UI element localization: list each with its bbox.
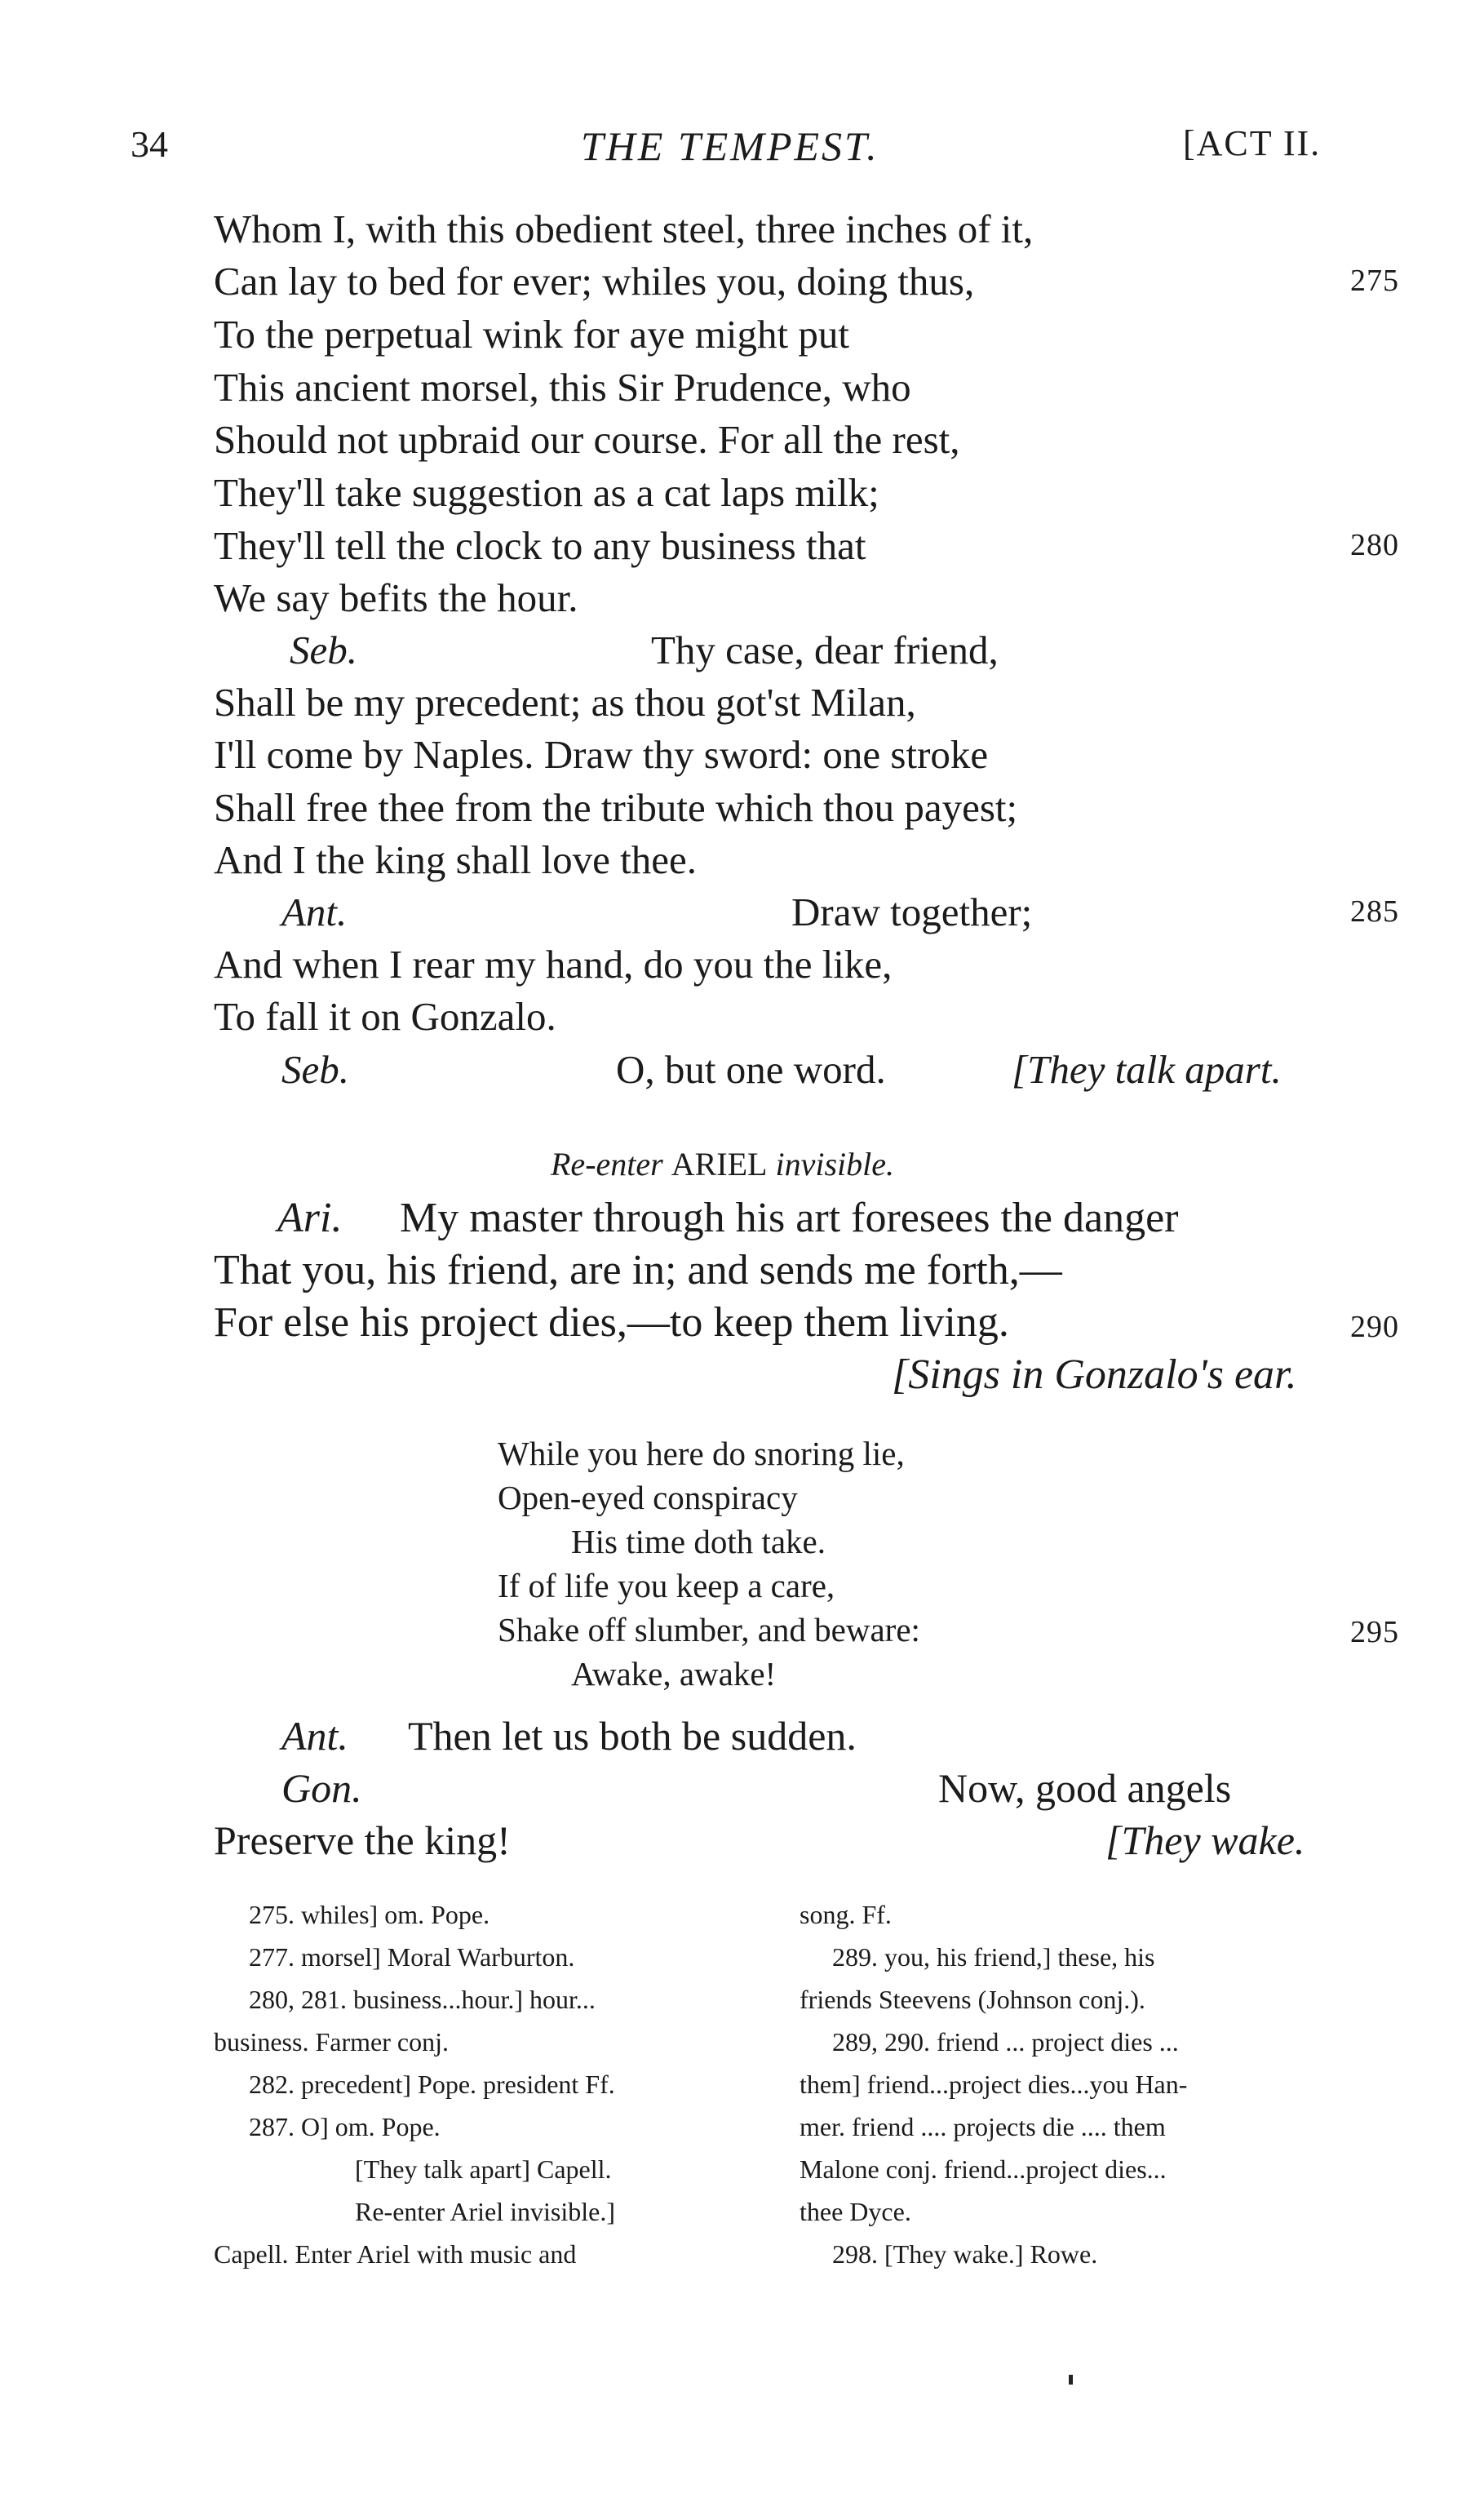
reenter-suffix: invisible.: [775, 1146, 894, 1182]
verse-line: Now, good angels: [938, 1765, 1232, 1811]
footnote-line: song. Ff.: [800, 1900, 892, 1929]
speaker-name: Seb.: [281, 1047, 349, 1092]
verse-line: Should not upbraid our course. For all the rest,: [214, 417, 960, 462]
verse-line: O, but one word.: [616, 1047, 886, 1092]
song-line: If of life you keep a care,: [498, 1567, 835, 1604]
verse-line: Whom I, with this obedient steel, three inches of it,: [214, 206, 1034, 251]
line-number: 275: [1350, 264, 1399, 298]
footnote-line: thee Dyce.: [800, 2197, 911, 2226]
verse-line: They'll tell the clock to any business that: [214, 523, 866, 568]
speaker-name: Gon.: [281, 1765, 362, 1811]
verse-line: Can lay to bed for ever; whiles you, doing thus,: [214, 259, 975, 304]
footnote-line: friends Steevens (Johnson conj.).: [800, 1985, 1145, 2014]
verse-line: They'll take suggestion as a cat laps milk;: [214, 470, 879, 515]
verse-line: This ancient morsel, this Sir Prudence, who: [214, 365, 911, 410]
verse-line: To fall it on Gonzalo.: [214, 994, 556, 1039]
speaker-name: Seb.: [290, 628, 357, 672]
footnote-line: Re-enter Ariel invisible.]: [355, 2197, 616, 2226]
printer-mark: [1069, 2375, 1073, 2385]
footnote-line: 277. morsel] Moral Warburton.: [249, 1942, 575, 1972]
footnote-line: 289. you, his friend,] these, his: [832, 1942, 1155, 1972]
footnote-line: Malone conj. friend...project dies...: [800, 2154, 1167, 2184]
stage-direction: [They talk apart.: [1012, 1047, 1282, 1092]
footnote-line: Capell. Enter Ariel with music and: [214, 2239, 577, 2269]
verse-line: Shall be my precedent; as thou got'st Milan,: [214, 680, 916, 725]
speaker-name: Ant.: [281, 1713, 348, 1759]
act-marker: [ACT II.: [1183, 123, 1322, 163]
verse-line: Shall free thee from the tribute which thou payest;: [214, 785, 1018, 830]
line-number: 295: [1350, 1615, 1399, 1649]
line-number: 285: [1350, 894, 1399, 929]
verse-line: My master through his art foresees the danger: [400, 1195, 1179, 1241]
verse-line: Thy case, dear friend,: [651, 628, 999, 672]
reenter-prefix: Re-enter: [551, 1146, 663, 1182]
verse-line: Preserve the king!: [214, 1817, 511, 1863]
page-number: 34: [131, 123, 168, 165]
stage-direction: [Sings in Gonzalo's ear.: [892, 1351, 1297, 1398]
footnote-line: [They talk apart] Capell.: [355, 2154, 612, 2184]
song-line: Awake, awake!: [571, 1655, 777, 1693]
footnote-line: 275. whiles] om. Pope.: [249, 1900, 490, 1929]
song-line: While you here do snoring lie,: [498, 1435, 905, 1472]
song-line: Open-eyed conspiracy: [498, 1479, 798, 1516]
character-name: ARIEL: [671, 1146, 768, 1182]
verse-line: That you, his friend, are in; and sends me forth,—: [214, 1247, 1062, 1293]
footnote-line: 287. O] om. Pope.: [249, 2112, 441, 2141]
speaker-name: Ari.: [277, 1195, 343, 1241]
speaker-name: Ant.: [281, 890, 348, 934]
verse-line: Draw together;: [791, 890, 1033, 934]
footnote-line: mer. friend .... projects die .... them: [800, 2112, 1166, 2141]
footnote-line: 298. [They wake.] Rowe.: [832, 2239, 1098, 2269]
line-number: 290: [1350, 1310, 1399, 1344]
verse-line: To the perpetual wink for aye might put: [214, 312, 849, 357]
footnote-line: business. Farmer conj.: [214, 2027, 449, 2057]
song-line: His time doth take.: [571, 1523, 826, 1560]
verse-line: Then let us both be sudden.: [408, 1713, 857, 1759]
verse-line: We say befits the hour.: [214, 575, 578, 620]
footnote-line: 289, 290. friend ... project dies ...: [832, 2027, 1179, 2057]
verse-line: And I the king shall love thee.: [214, 837, 697, 882]
verse-line: For else his project dies,—to keep them living.: [214, 1299, 1009, 1346]
stage-direction-reenter: [551, 1145, 894, 1183]
running-title: THE TEMPEST.: [581, 123, 879, 169]
song-line: Shake off slumber, and beware:: [498, 1611, 920, 1648]
verse-line: And when I rear my hand, do you the like,: [214, 942, 893, 987]
verse-line: I'll come by Naples. Draw thy sword: one stroke: [214, 732, 989, 777]
stage-direction: [They wake.: [1105, 1817, 1305, 1863]
line-number: 280: [1350, 528, 1399, 562]
footnote-line: them] friend...project dies...you Han-: [800, 2070, 1188, 2099]
footnote-line: 282. precedent] Pope. president Ff.: [249, 2070, 615, 2099]
footnote-line: 280, 281. business...hour.] hour...: [249, 1985, 596, 2014]
